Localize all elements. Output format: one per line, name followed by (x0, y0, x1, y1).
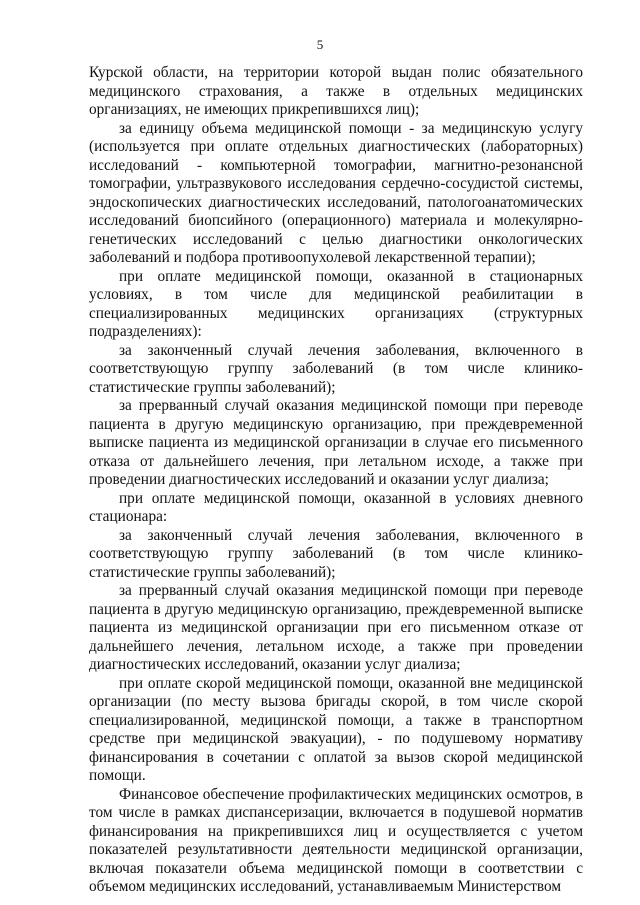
paragraph-continuation: Курской области, на территории которой выдан полис обязательного медицинского страхования, а также в отдельных медицинских организациях, не имеющих прикрепившихся лиц); (89, 64, 583, 118)
paragraph-day-hospital-interrupted-case: за прерванный случай оказания медицинской помощи при переводе пациента в другую медицинскую организацию, преждевременной выписке пациента из медицинской организации при его письменном отказе от дальнейшего лечения, летальном исходе, а также при проведении диагностических исследований, оказании услуг диализа; (89, 582, 583, 673)
paragraph-inpatient-completed-case: за законченный случай лечения заболевания, включенного в соответствующую группу заболеваний (в том числе клинико-статистические группы заболеваний); (89, 341, 583, 396)
paragraph-inpatient-payment: при оплате медицинской помощи, оказанной в стационарных условиях, в том числе для медицинской реабилитации в специализированных медицинских организациях (структурных подразделениях): (89, 267, 583, 340)
paragraph-preventive-examinations: Финансовое обеспечение профилактических медицинских осмотров, в том числе в рамках диспансеризации, включается в подушевой норматив финансирования на прикрепившихся лиц и осуществляется с учетом показателей результативности деятельности медицинской организации, включая показатели объема медицинской помощи в соответствии с объемом медицинских исследований, устанавливаемым Министерством (89, 785, 583, 895)
page-number: 5 (316, 37, 324, 52)
paragraph-emergency-care-payment: при оплате скорой медицинской помощи, оказанной вне медицинской организации (по месту вызова бригады скорой, в том числе скорой специализированной, медицинской помощи, а также в транспортном средстве при медицинской эвакуации), - по подушевому нормативу финансирования в сочетании с оплатой за вызов скорой медицинской помощи. (89, 674, 583, 784)
paragraph-unit-of-volume: за единицу объема медицинской помощи - за медицинскую услугу (используется при оплате отдельных диагностических (лабораторных) исследований - компьютерной томографии, магнитно-резонансной томографии, ультразвукового исследования сердечно-сосудистой системы, эндоскопических диагностических исследований, патологоанатомических исследований биопсийного (операционного) материала и молекулярно-генетических исследований с целью диагностики онкологических заболеваний и подбора противоопухолевой лекарственной терапии); (89, 119, 583, 266)
paragraph-day-hospital-completed-case: за законченный случай лечения заболевания, включенного в соответствующую группу заболеваний (в том числе клинико-статистические группы заболеваний); (89, 526, 583, 581)
paragraph-day-hospital-payment: при оплате медицинской помощи, оказанной в условиях дневного стационара: (89, 489, 583, 525)
document-body (89, 64, 583, 897)
paragraph-inpatient-interrupted-case: за прерванный случай оказания медицинской помощи при переводе пациента в другую медицинскую организацию, при преждевременной выписке пациента из медицинской организации в случае его письменного отказа от дальнейшего лечения, при летальном исходе, а также при проведении диагностических исследований и оказании услуг диализа; (89, 397, 583, 488)
